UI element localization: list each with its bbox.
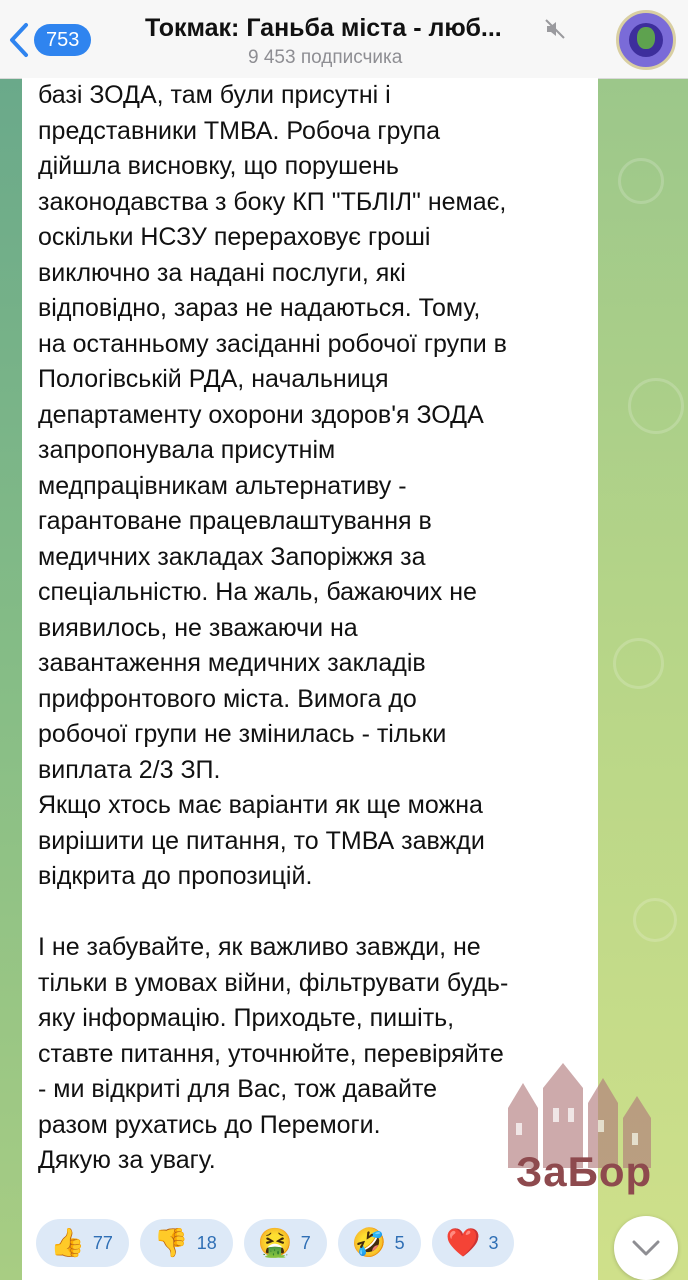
subscriber-count: 9 453 подписчика (248, 47, 403, 68)
nauseated-face-icon: 🤮 (257, 1227, 293, 1258)
chevron-down-icon (631, 1239, 661, 1257)
watermark-text: ЗаБор (516, 1148, 653, 1195)
rolling-laughing-face-icon: 🤣 (351, 1227, 387, 1258)
reaction-heart[interactable] (432, 1219, 515, 1267)
back-button[interactable] (8, 18, 91, 62)
reaction-thumbs-down[interactable] (140, 1219, 233, 1267)
chat-header (0, 0, 688, 79)
reactions-bar (36, 1219, 514, 1267)
muted-speaker-icon (544, 18, 566, 40)
reaction-count: 18 (196, 1232, 217, 1253)
reaction-thumbs-up[interactable] (36, 1219, 129, 1267)
thumbs-up-icon: 👍 (50, 1227, 85, 1258)
message-text: базі ЗОДА, там були присутні і представники ТМВА. Робоча група дійшла висновку, що порушень законодавства з боку КП "ТБЛІЛ" немає, оскільки НСЗУ перераховує гроші виключно за надані послуги, які відповідно, зараз не надаються. Тому, на останньому засіданні робочої групи в Пологівській РДА, начальниця департаменту охорони здоров'я ЗОДА запропонувала присутнім медпрацівникам альтернативу - гарантоване працевлаштування в медичних закладах Запоріжжя за спеціальністю. На жаль, бажаючих не виявилось, не зважаючи на завантаження медичних закладів прифронтового міста. Вимога до робочої групи не змінилась - тільки виплата 2/3 ЗП. Якщо хтось має варіанти як ще можна вирішити це питання, то ТМВА завжди відкрита до пропозицій. І не забувайте, як важливо завжди, не тільки в умовах війни, фільтрувати будь- яку інформацію. Приходьте, пишіть, ставте питання, уточнюйте, перевіряйте - ми відкриті для Вас, тож давайте разом рухатись до Перемоги. Дякую за увагу. (38, 81, 509, 1174)
red-heart-icon: ❤️ (445, 1227, 481, 1258)
reaction-count: 7 (300, 1232, 311, 1253)
reaction-count: 77 (92, 1232, 113, 1253)
reaction-nauseated[interactable] (244, 1219, 327, 1267)
unread-count-badge: 753 (34, 24, 91, 56)
chevron-left-icon (8, 22, 30, 58)
reaction-count: 5 (394, 1232, 405, 1253)
channel-title[interactable]: Токмак: Ганьба міста - люб... (145, 14, 502, 42)
chat-background-left (0, 78, 22, 1280)
scroll-down-button[interactable] (614, 1216, 678, 1280)
reaction-rolling-laughing[interactable] (338, 1219, 421, 1267)
reaction-count: 3 (488, 1232, 499, 1253)
channel-avatar[interactable] (616, 10, 676, 70)
thumbs-down-icon: 👎 (153, 1227, 189, 1258)
avatar-figure (637, 27, 655, 49)
